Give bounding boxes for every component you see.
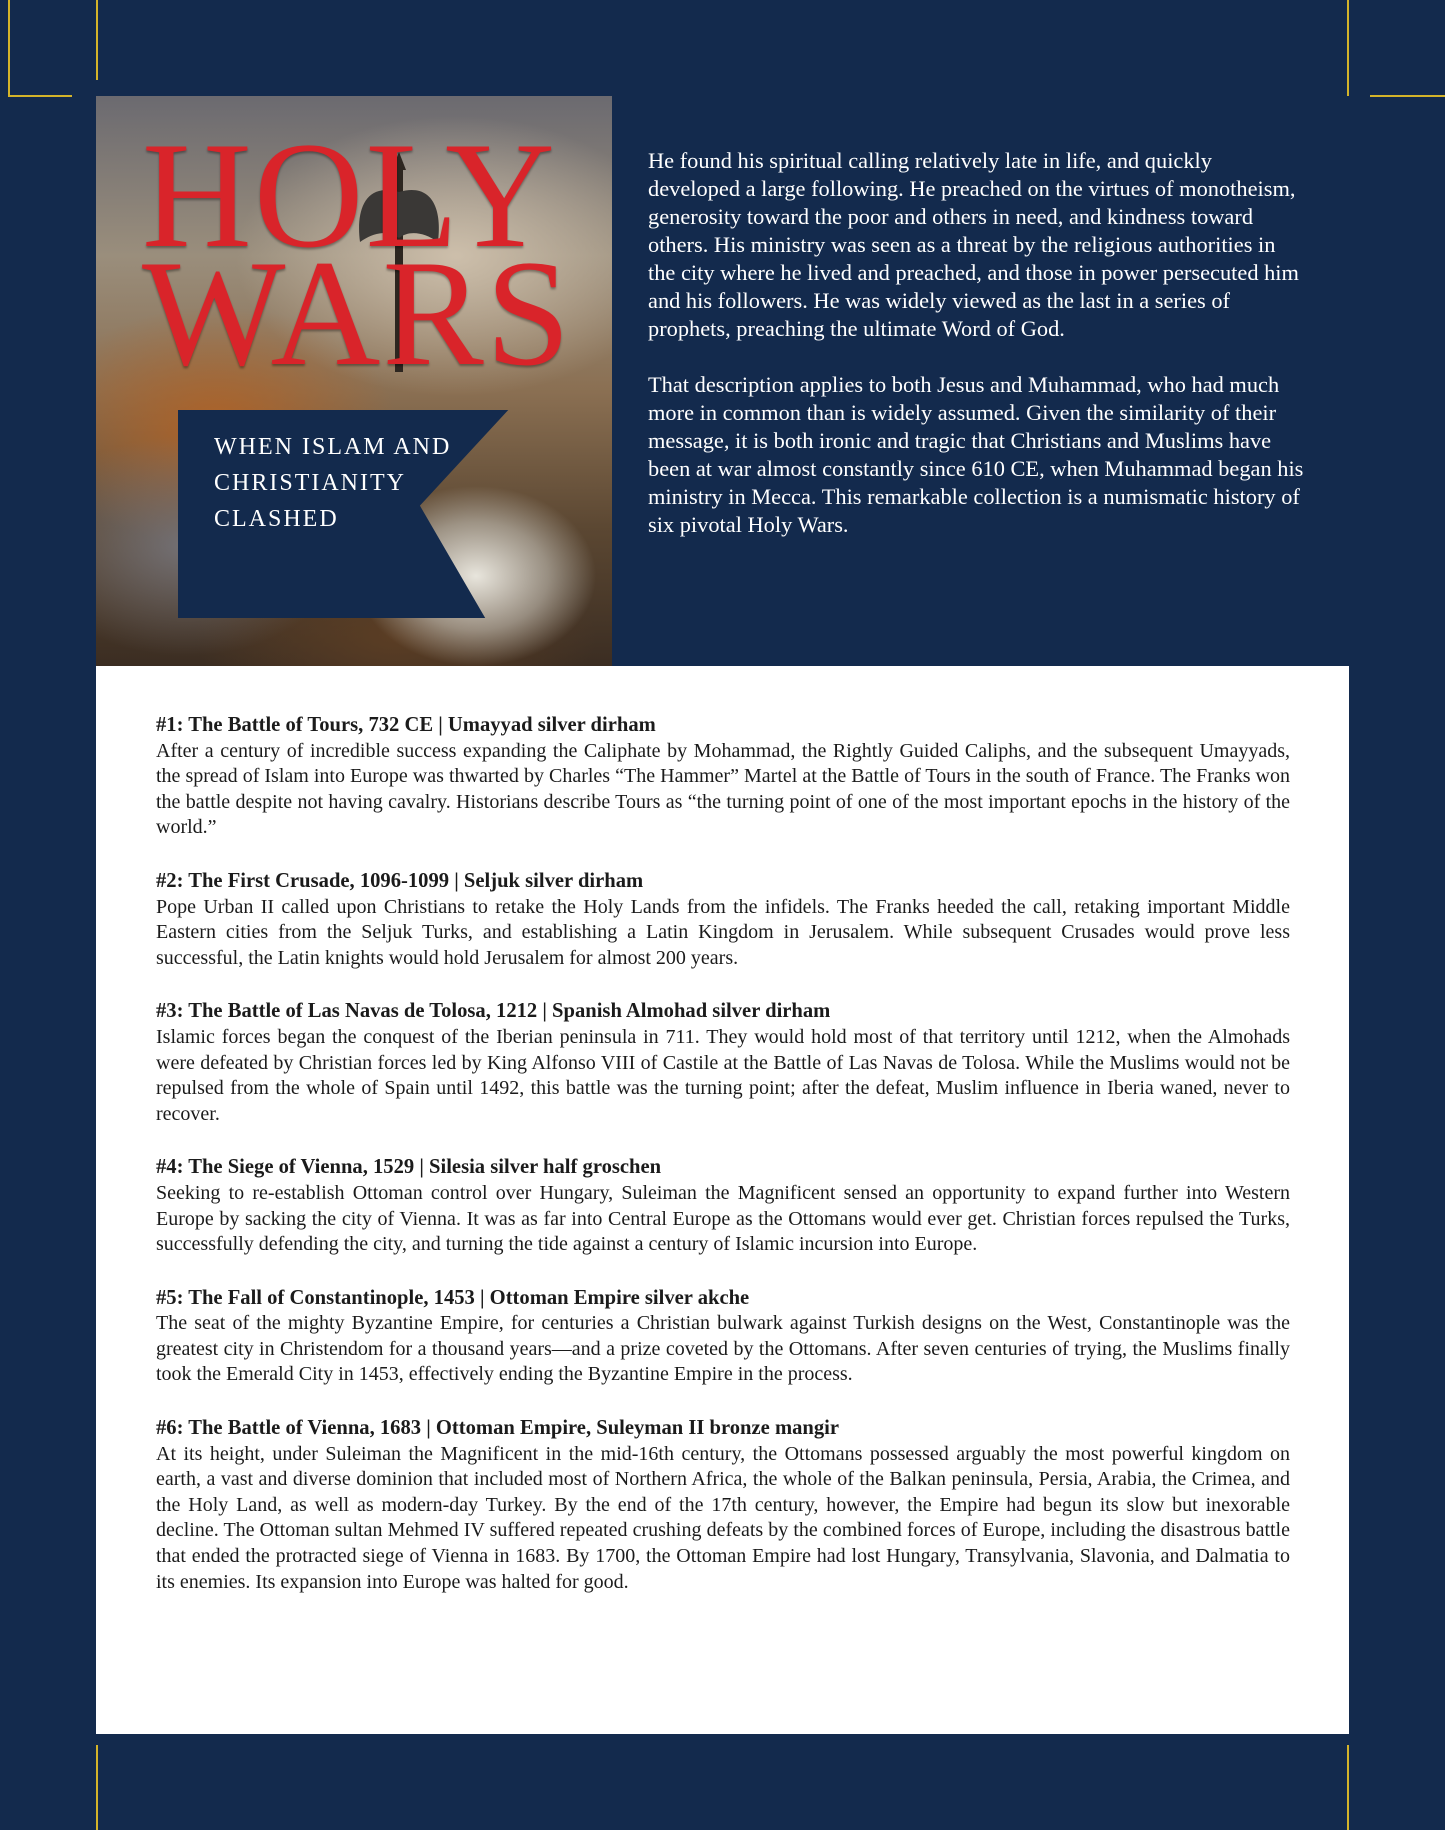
- intro-paragraph: He found his spiritual calling relatively late in life, and quickly developed a large following. He preached on the virtues of monotheism, generosity toward the poor and others in need, and kindness toward others. His ministry was seen as a threat by the religious authorities in the city where he lived and preached, and those in power persecuted him and his followers. He was widely viewed as the last in a series of prophets, preaching the ultimate Word of God.: [648, 148, 1299, 341]
- war-entry: [156, 1416, 1290, 1595]
- crop-mark: [96, 0, 98, 80]
- war-description: At its height, under Suleiman the Magnificent in the mid-16th century, the Ottomans possessed arguably the most powerful kingdom on earth, a vast and diverse dominion that included most of Northern Africa, the whole of the Balkan peninsula, Persia, Arabia, the Crimea, and the Holy Land, as well as modern-day Turkey. By the end of the 17th century, however, the Empire had begun its slow but inexorable decline. The Ottoman sultan Mehmed IV suffered repeated crushing defeats by the combined forces of Europe, including the disastrous battle that ended the protracted siege of Vienna in 1683. By 1700, the Ottoman Empire had lost Hungary, Transylvania, Slavonia, and Dalmatia to its enemies. Its expansion into Europe was halted for good.: [156, 1442, 1290, 1593]
- cover-image: [96, 96, 612, 666]
- war-heading: #5: The Fall of Constantinople, 1453 | Ottoman Empire silver akche: [156, 1286, 750, 1309]
- wars-list: [156, 713, 1290, 1623]
- crop-mark: [1370, 95, 1445, 97]
- cover-title: HOLY WARS: [142, 111, 573, 397]
- war-heading: #1: The Battle of Tours, 732 CE | Umayyad silver dirham: [156, 714, 656, 736]
- war-entry: [156, 1155, 1290, 1257]
- war-heading: #3: The Battle of Las Navas de Tolosa, 1212 | Spanish Almohad silver dirham: [156, 1000, 831, 1023]
- war-entry: [156, 1286, 1290, 1388]
- war-description: The seat of the mighty Byzantine Empire, for centuries a Christian bulwark against Turkish designs on the West, Constantinople was the greatest city in Christendom for a thousand years—and a prize coveted by the Ottomans. After seven centuries of trying, the Muslims finally took the Emerald City in 1453, effectively ending the Byzantine Empire in the process.: [156, 1312, 1290, 1386]
- war-description: Pope Urban II called upon Christians to retake the Holy Lands from the infidels. The Franks heeded the call, retaking important Middle Eastern cities from the Seljuk Turks, and establishing a Latin Kingdom in Jerusalem. While subsequent Crusades would prove less successful, the Latin knights would hold Jerusalem for almost 200 years.: [156, 895, 1290, 969]
- war-entry: [156, 869, 1290, 971]
- crop-mark: [1347, 0, 1349, 96]
- wars-panel: [96, 666, 1349, 1734]
- war-heading: #6: The Battle of Vienna, 1683 | Ottoman Empire, Suleyman II bronze mangir: [156, 1417, 840, 1440]
- war-description: Seeking to re-establish Ottoman control over Hungary, Suleiman the Magnificent sensed an opportunity to expand further into Western Europe by sacking the city of Vienna. It was as far into Central Europe as the Ottomans would ever get. Christian forces repulsed the Turks, successfully defending the city, and turning the tide against a century of Islamic incursion into Europe.: [156, 1181, 1290, 1256]
- war-heading: #2: The First Crusade, 1096-1099 | Seljuk silver dirham: [156, 869, 644, 892]
- crop-mark: [1347, 1745, 1349, 1830]
- cover-subtitle: WHEN ISLAM AND CHRISTIANITY CLASHED: [214, 434, 452, 532]
- war-description: After a century of incredible success expanding the Caliphate by Mohammad, the Rightly Guided Caliphs, and the subsequent Umayyads, the spread of Islam into Europe was thwarted by Charles “The Hammer” Martel at the Battle of Tours in the south of France. The Franks won the battle despite not having cavalry. Historians describe Tours as “the turning point of one of the most important epochs in the history of the world.”: [156, 739, 1290, 839]
- crop-mark: [8, 95, 72, 97]
- war-heading: #4: The Siege of Vienna, 1529 | Silesia silver half groschen: [156, 1156, 662, 1179]
- war-entry: [156, 999, 1290, 1127]
- crop-mark: [8, 0, 10, 96]
- intro-paragraph: That description applies to both Jesus and Muhammad, who had much more in common than is widely assumed. Given the similarity of their message, it is both ironic and tragic that Christians and Muslims have been at war almost constantly since 610 CE, when Muhammad began his ministry in Mecca. This remarkable collection is a numismatic history of six pivotal Holy Wars.: [648, 372, 1304, 537]
- war-description: Islamic forces began the conquest of the Iberian peninsula in 711. They would hold most of that territory until 1212, when the Almohads were defeated by Christian forces led by King Alfonso VIII of Castile at the Battle of Las Navas de Tolosa. While the Muslims would not be repulsed from the whole of Spain until 1492, this battle was the turning point; after the defeat, Muslim influence in Iberia waned, never to recover.: [156, 1025, 1290, 1125]
- war-entry: [156, 713, 1290, 841]
- intro-text: [648, 147, 1308, 567]
- crop-mark: [96, 1745, 98, 1830]
